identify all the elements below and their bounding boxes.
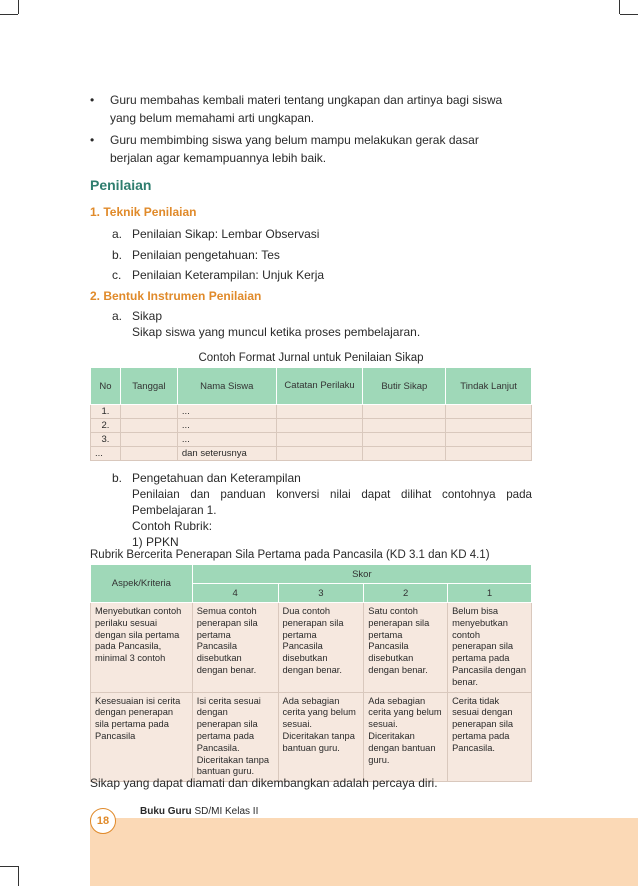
heading-instrumen: 2. Bentuk Instrumen Penilaian [90, 289, 262, 303]
teknik-item [112, 227, 319, 241]
table-row [91, 405, 532, 419]
crop-mark [0, 14, 18, 15]
table-cell [363, 405, 446, 419]
table-cell [446, 405, 532, 419]
item-text: Sikap [132, 309, 163, 323]
item-text: Penilaian Keterampilan: Unjuk Kerja [132, 268, 325, 282]
item-label: b. [112, 471, 123, 485]
table-cell: Semua contoh penerapan sila pertama Pancasila disebutkan dengan benar. [192, 603, 278, 693]
table-row [91, 692, 532, 782]
table-cell: Menyebutkan contoh perilaku sesuai dengan sila pertama pada Pancasila, minimal 3 contoh [91, 603, 193, 693]
crop-mark [0, 866, 18, 867]
table-cell: Ada sebagian cerita yang belum sesuai. Diceritakan dengan bantuan guru. [364, 692, 448, 782]
table-cell [120, 405, 177, 419]
section-title: Penilaian [90, 177, 152, 193]
item-text: Pengetahuan dan Keterampilan [132, 471, 301, 485]
col-header: Tindak Lanjut [446, 368, 532, 405]
table-cell [120, 447, 177, 461]
table-cell [446, 433, 532, 447]
table-cell: ... [177, 433, 276, 447]
footer-book-title [140, 806, 258, 817]
rubric-caption: Rubrik Bercerita Penerapan Sila Pertama pada Pancasila (KD 3.1 dan KD 4.1) [90, 549, 490, 561]
table-cell: Belum bisa menyebutkan contoh penerapan sila pertama pada Pancasila dengan benar. [448, 603, 532, 693]
table-cell [276, 419, 363, 433]
crop-mark [18, 0, 19, 14]
sikap-item [112, 309, 162, 323]
table-cell [276, 447, 363, 461]
item-label: c. [112, 268, 122, 282]
item-text: Penilaian pengetahuan: Tes [132, 248, 280, 262]
crop-mark [620, 14, 638, 15]
table-cell: Dua contoh penerapan sila pertama Pancasila disebutkan dengan benar. [278, 603, 364, 693]
score-header: 4 [192, 584, 278, 603]
col-header: Butir Sikap [363, 368, 446, 405]
table-cell: ... [91, 447, 121, 461]
skor-header: Skor [192, 565, 531, 584]
teknik-item [112, 248, 280, 262]
table-cell [120, 419, 177, 433]
table-cell: dan seterusnya [177, 447, 276, 461]
table-row [91, 447, 532, 461]
table-row [91, 419, 532, 433]
score-header: 1 [448, 584, 532, 603]
rubric-table [90, 564, 532, 782]
teknik-item [112, 268, 324, 282]
table-cell [276, 405, 363, 419]
table-cell [363, 447, 446, 461]
closing-text: Sikap yang dapat diamati dan dikembangkan adalah percaya diri. [90, 776, 438, 790]
item-text: Penilaian Sikap: Lembar Observasi [132, 227, 320, 241]
pk-item [112, 471, 301, 485]
bullet-list [90, 92, 520, 172]
table-cell: 2. [91, 419, 121, 433]
footer-band [90, 818, 638, 886]
col-header [276, 368, 363, 405]
table-row [91, 603, 532, 693]
table-cell [446, 419, 532, 433]
table-cell: Cerita tidak sesuai dengan penerapan sila pertama pada Pancasila. [448, 692, 532, 782]
table-cell [276, 433, 363, 447]
table-header-row [91, 368, 532, 405]
table-cell [363, 419, 446, 433]
col-header: Tanggal [120, 368, 177, 405]
score-header: 2 [364, 584, 448, 603]
table-header-row [91, 565, 532, 584]
bullet-item: • Guru membahas kembali materi tentang ungkapan dan artinya bagi siswa yang belum memahami arti ungkapan. [90, 92, 520, 127]
table-cell: Isi cerita sesuai dengan penerapan sila pertama pada Pancasila. Diceritakan tanpa bantuan guru. [192, 692, 278, 782]
aspek-header: Aspek/Kriteria [91, 565, 193, 603]
journal-table [90, 367, 532, 461]
book-class: SD/MI Kelas II [191, 806, 259, 817]
table-cell: Ada sebagian cerita yang belum sesuai. Diceritakan tanpa bantuan guru. [278, 692, 364, 782]
item-label: a. [112, 309, 123, 323]
table-cell: 1. [91, 405, 121, 419]
table-cell [120, 433, 177, 447]
bullet-item: • Guru membimbing siswa yang belum mampu melakukan gerak dasar berjalan agar kemampuannya lebih baik. [90, 132, 520, 167]
table-row [91, 433, 532, 447]
pk-desc: Penilaian dan panduan konversi nilai dapat dilihat contohnya pada Pembelajaran 1. [132, 488, 532, 517]
table-cell: ... [177, 419, 276, 433]
item-label: a. [112, 227, 123, 241]
score-header: 3 [278, 584, 364, 603]
col-header: Nama Siswa [177, 368, 276, 405]
table-cell: ... [177, 405, 276, 419]
table-cell [446, 447, 532, 461]
crop-mark [619, 0, 620, 14]
item-label: b. [112, 248, 123, 262]
table-cell [363, 433, 446, 447]
pk-ppkn: 1) PPKN [132, 535, 179, 549]
table-cell: Kesesuaian isi cerita dengan penerapan sila pertama pada Pancasila [91, 692, 193, 782]
table-cell: 3. [91, 433, 121, 447]
table1-caption: Contoh Format Jurnal untuk Penilaian Sikap [198, 352, 424, 364]
header-text: Catatan Perilaku [284, 380, 355, 391]
page-number: 18 [90, 808, 116, 834]
sikap-desc: Sikap siswa yang muncul ketika proses pembelajaran. [132, 325, 421, 339]
pk-contoh: Contoh Rubrik: [132, 519, 213, 533]
heading-teknik: 1. Teknik Penilaian [90, 205, 197, 219]
col-header: No [91, 368, 121, 405]
book-name: Buku Guru [140, 806, 192, 817]
crop-mark [18, 866, 19, 886]
table-cell: Satu contoh penerapan sila pertama Pancasila disebutkan dengan benar. [364, 603, 448, 693]
